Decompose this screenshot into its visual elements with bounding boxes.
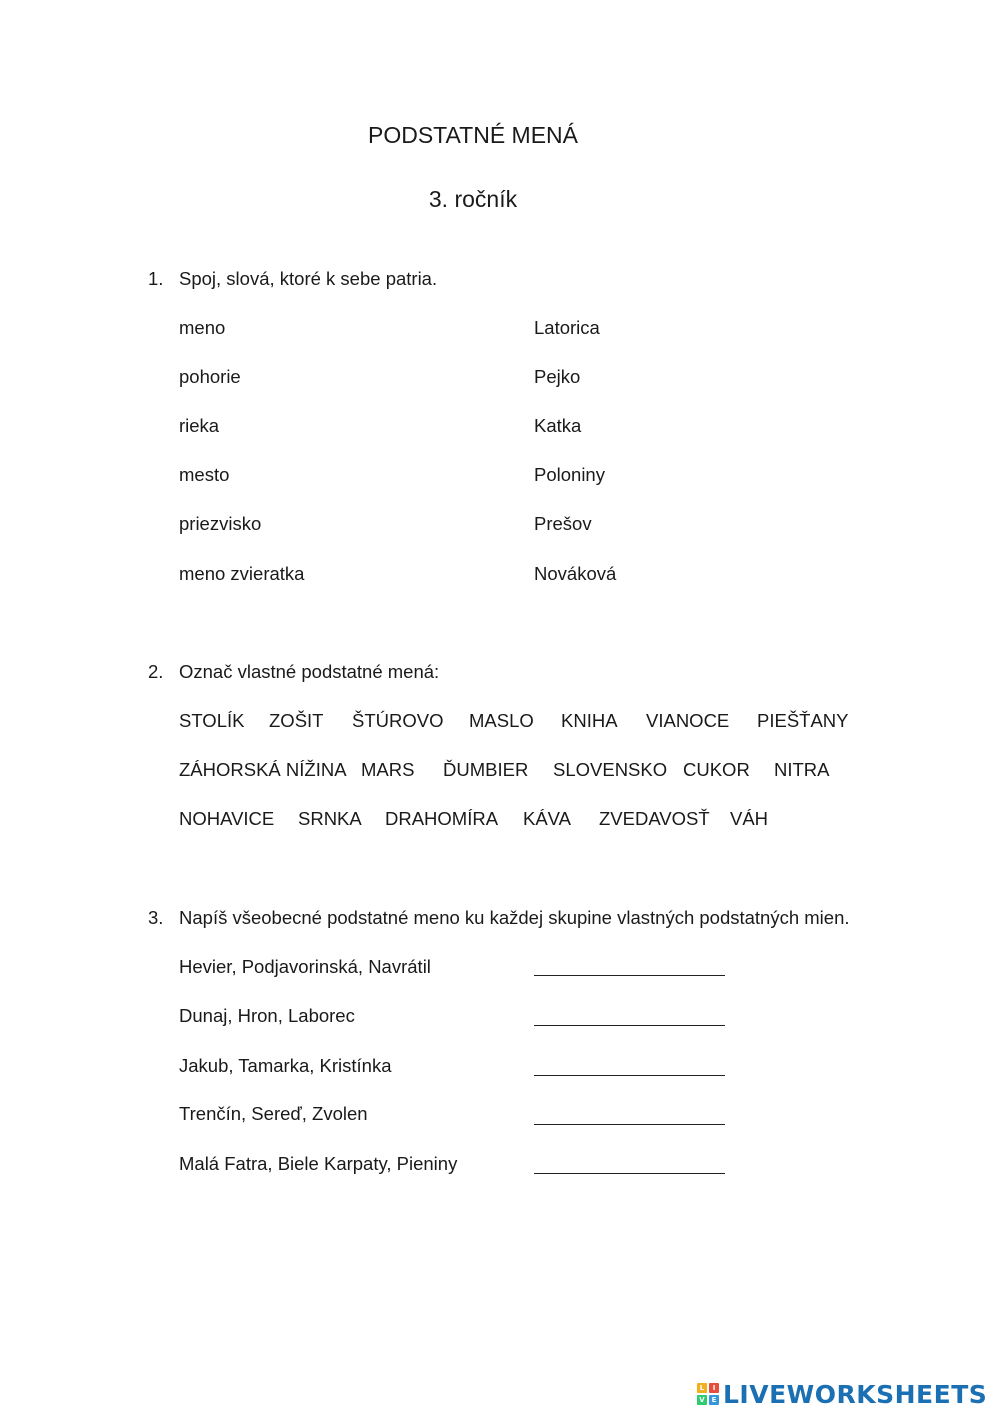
task3-answer-line[interactable] <box>534 1075 725 1076</box>
task3-instruction: Napíš všeobecné podstatné meno ku každej skupine vlastných podstatných mien. <box>179 907 850 928</box>
page-title: PODSTATNÉ MENÁ <box>368 122 578 148</box>
task2-word[interactable]: MARS <box>361 759 415 780</box>
task2-word[interactable]: VÁH <box>730 808 769 829</box>
task2-word[interactable]: ZOŠIT <box>269 710 324 731</box>
task2-word[interactable]: ĎUMBIER <box>443 759 529 780</box>
task2-word[interactable]: SLOVENSKO <box>553 759 668 780</box>
task2-number: 2. <box>148 661 164 682</box>
task2-word[interactable]: DRAHOMÍRA <box>385 808 499 829</box>
task2-word[interactable]: KÁVA <box>523 808 571 829</box>
task1-left-word[interactable]: meno <box>179 317 226 338</box>
task2-word[interactable]: STOLÍK <box>179 710 245 731</box>
liveworksheets-logo-text: LIVEWORKSHEETS <box>723 1379 988 1409</box>
task3-item: Hevier, Podjavorinská, Navrátil <box>179 956 431 977</box>
logo-mark-tile: I <box>709 1383 719 1393</box>
task2-word[interactable]: SRNKA <box>298 808 362 829</box>
task1-left-word[interactable]: pohorie <box>179 366 241 387</box>
task2-word[interactable]: CUKOR <box>683 759 750 780</box>
task3-answer-line[interactable] <box>534 1124 725 1125</box>
task1-left-word[interactable]: priezvisko <box>179 513 262 534</box>
task1-left-word[interactable]: rieka <box>179 415 220 436</box>
task2-word[interactable]: ZÁHORSKÁ NÍŽINA <box>179 759 347 780</box>
task1-right-word[interactable]: Nováková <box>534 563 617 584</box>
task2-word[interactable]: NOHAVICE <box>179 808 275 829</box>
task1-right-word[interactable]: Pejko <box>534 366 581 387</box>
task1-right-word[interactable]: Katka <box>534 415 582 436</box>
task2-word[interactable]: ŠTÚROVO <box>352 710 444 731</box>
task1-right-word[interactable]: Prešov <box>534 513 592 534</box>
task3-answer-line[interactable] <box>534 975 725 976</box>
task2-word[interactable]: KNIHA <box>561 710 618 731</box>
task3-answer-line[interactable] <box>534 1025 725 1026</box>
task1-right-word[interactable]: Latorica <box>534 317 600 338</box>
task1-left-word[interactable]: mesto <box>179 464 230 485</box>
logo-mark-tile: V <box>697 1395 707 1405</box>
page-subtitle: 3. ročník <box>428 186 518 212</box>
task2-word[interactable]: ZVEDAVOSŤ <box>599 808 710 829</box>
task3-item: Malá Fatra, Biele Karpaty, Pieniny <box>179 1153 458 1174</box>
task2-instruction: Označ vlastné podstatné mená: <box>179 661 440 682</box>
liveworksheets-logo <box>697 1377 987 1411</box>
task1-right-word[interactable]: Poloniny <box>534 464 605 485</box>
task3-number: 3. <box>148 907 164 928</box>
task2-word[interactable]: MASLO <box>469 710 534 731</box>
task1-number: 1. <box>148 268 164 289</box>
task2-word[interactable]: VIANOCE <box>646 710 730 731</box>
task3-item: Jakub, Tamarka, Kristínka <box>179 1055 392 1076</box>
logo-mark-tile: E <box>709 1395 719 1405</box>
task2-word[interactable]: NITRA <box>774 759 830 780</box>
task3-item: Trenčín, Sereď, Zvolen <box>179 1103 368 1124</box>
task3-answer-line[interactable] <box>534 1173 725 1174</box>
task3-item: Dunaj, Hron, Laborec <box>179 1005 355 1026</box>
task1-instruction: Spoj, slová, ktoré k sebe patria. <box>179 268 438 289</box>
logo-mark-tile: L <box>697 1383 707 1393</box>
task2-word[interactable]: PIEŠŤANY <box>757 710 849 731</box>
liveworksheets-logo-icon <box>697 1383 719 1405</box>
task1-left-word[interactable]: meno zvieratka <box>179 563 305 584</box>
